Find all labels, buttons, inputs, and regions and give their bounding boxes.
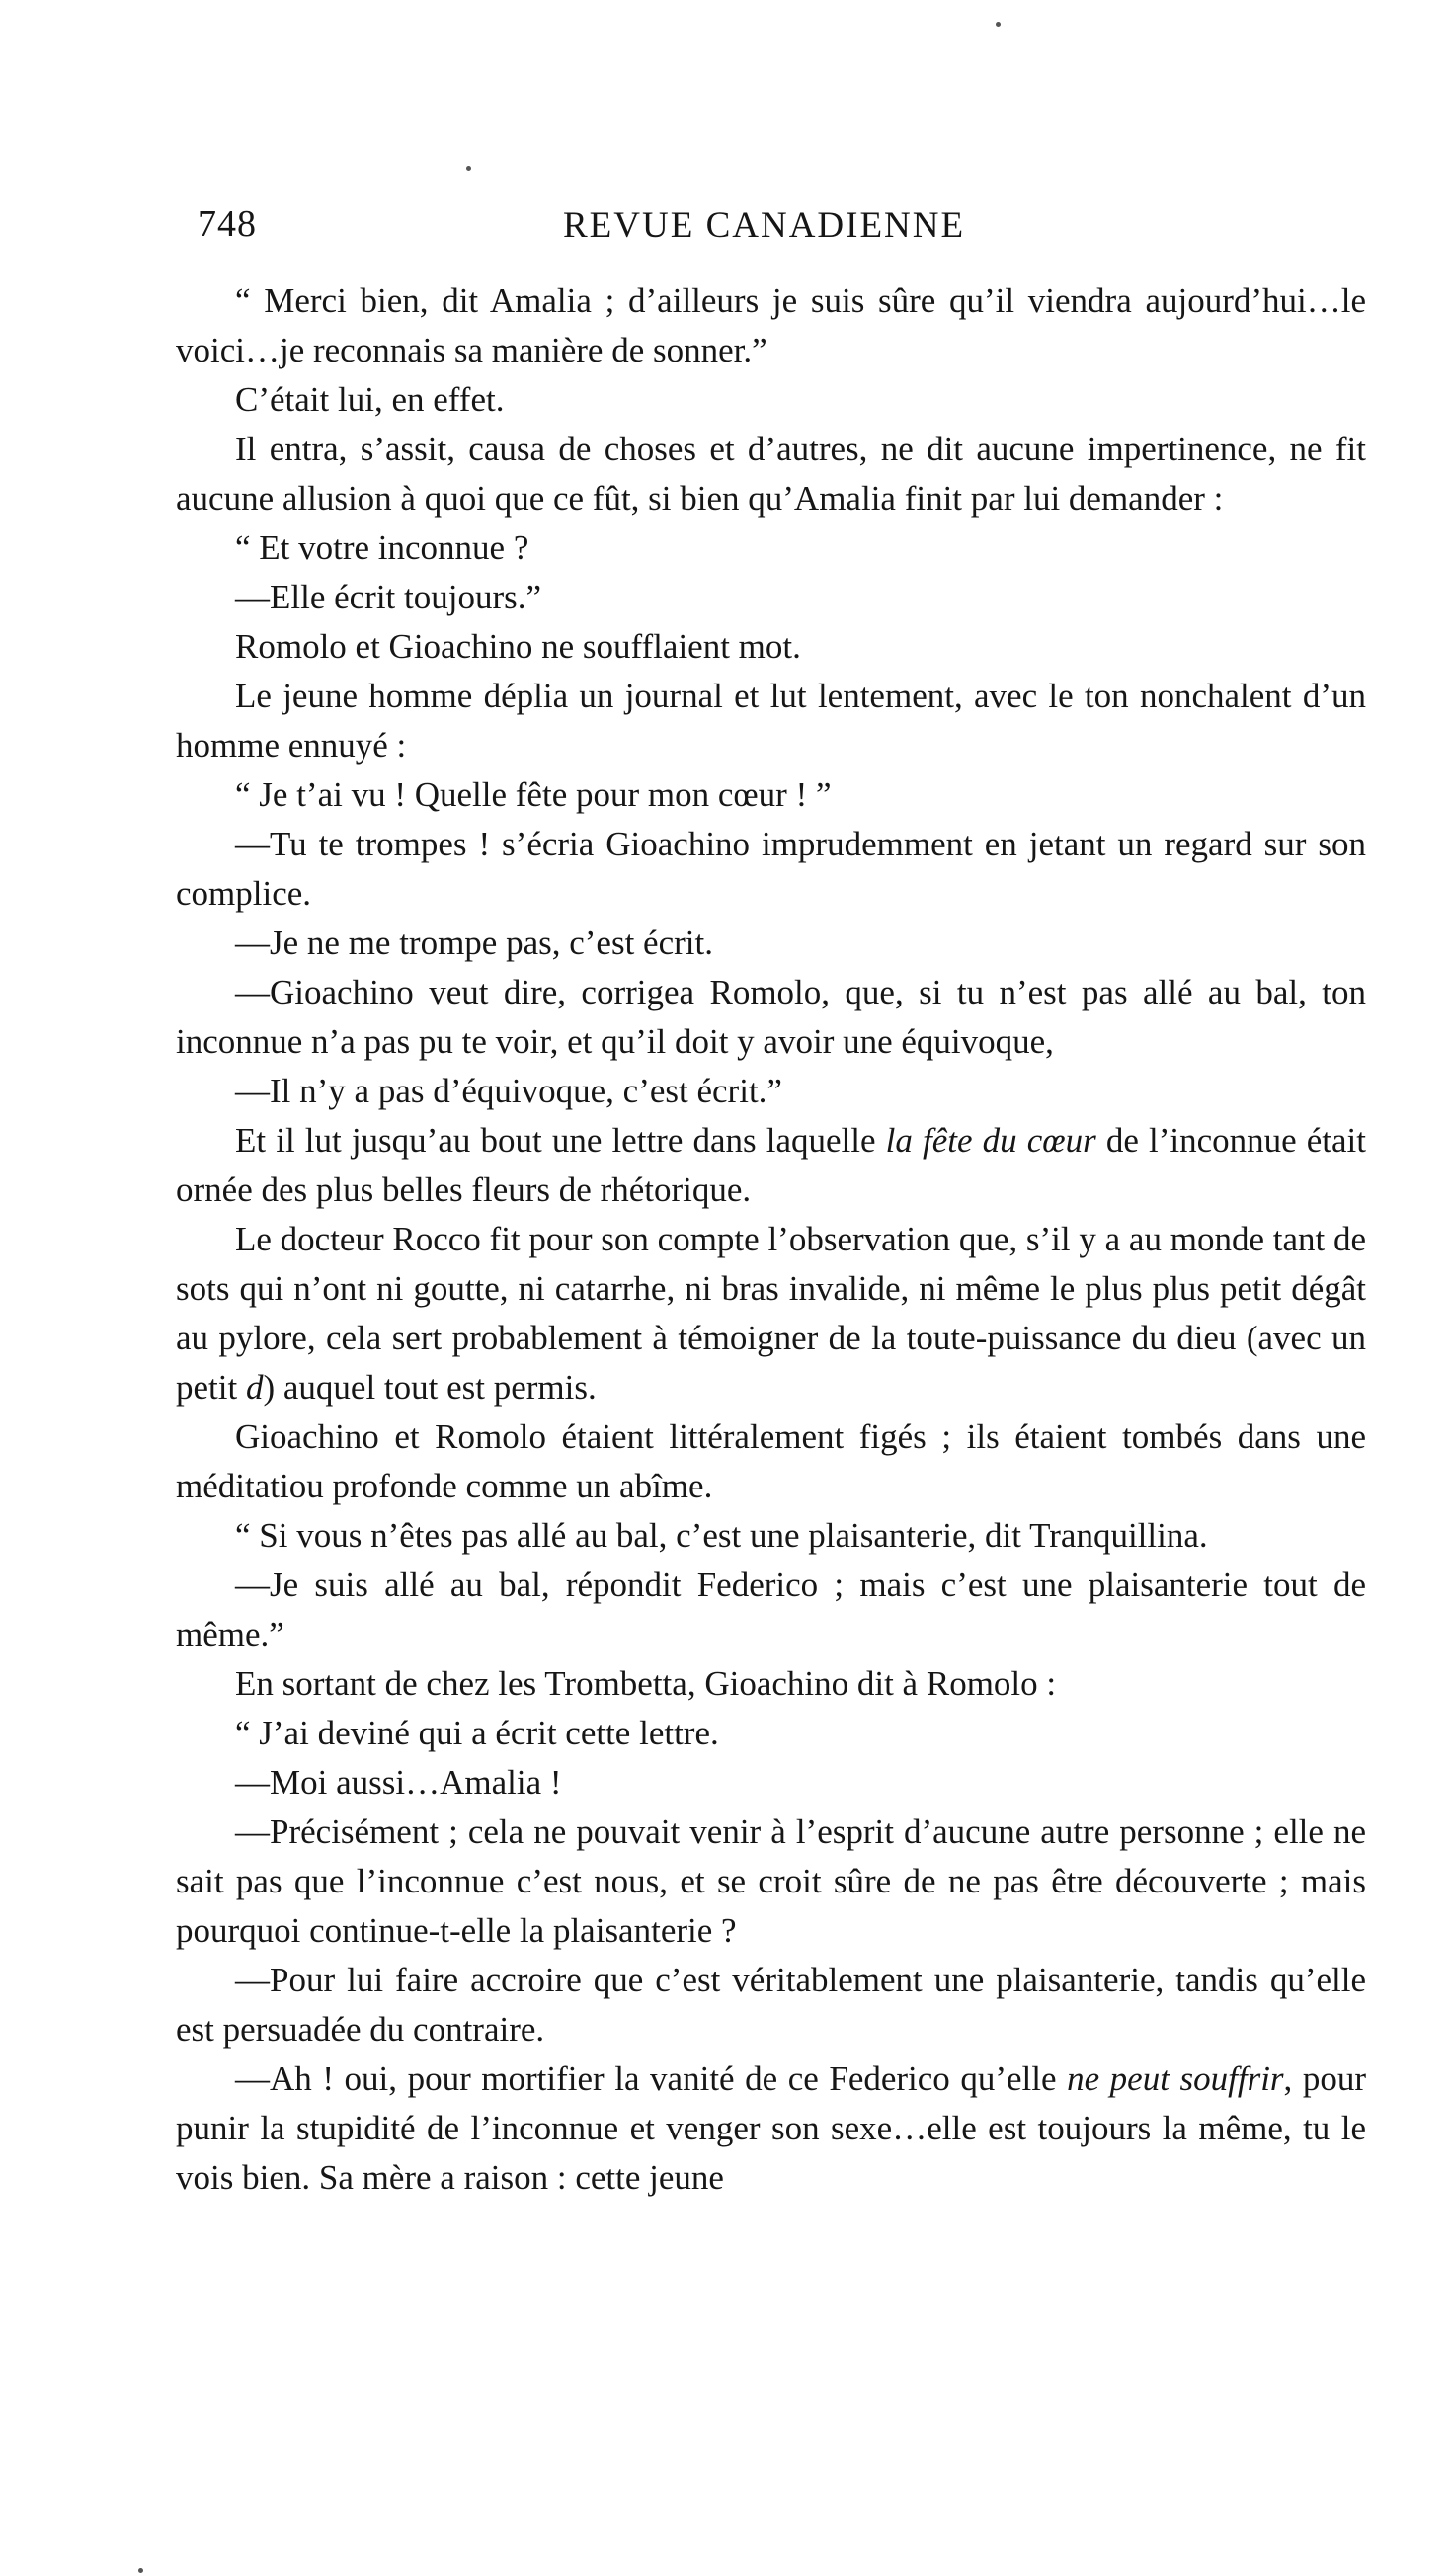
body-text (176, 277, 1366, 2203)
paragraph: C’était lui, en effet. (235, 380, 505, 419)
paper-speck (138, 2568, 143, 2573)
paragraph: —Moi aussi…Amalia ! (235, 1763, 562, 1802)
page-header (198, 202, 1363, 262)
italic-phrase: la fête du cœur (885, 1121, 1096, 1160)
paragraph-text: ) auquel tout est permis. (263, 1368, 597, 1407)
running-title: REVUE CANADIENNE (563, 205, 966, 246)
paragraph: —Je suis allé au bal, répondit Federico ; mais c’est une plaisanterie tout de même.” (176, 1566, 1366, 1653)
paragraph: —Elle écrit toujours.” (235, 578, 542, 616)
paragraph: “ Et votre inconnue ? (235, 528, 529, 567)
paragraph: —Tu te trompes ! s’écria Gioachino imprudemment en jetant un regard sur son complice. (176, 825, 1366, 913)
paper-speck (466, 166, 471, 171)
paragraph (176, 2054, 1366, 2203)
paragraph: “ J’ai deviné qui a écrit cette lettre. (235, 1714, 719, 1752)
paragraph-text: Le docteur Rocco fit pour son compte l’observation que, s’il y a au monde tant de sots qui n’ont ni goutte, ni catarrhe, ni bras invalide, ni même le plus plus petit dégât au pylore, cela sert probablement à témoigner de la toute-puissance du dieu (avec un petit (176, 1220, 1366, 1407)
paragraph: Il entra, s’assit, causa de choses et d’autres, ne dit aucune impertinence, ne fit aucune allusion à quoi que ce fût, si bien qu’Amalia finit par lui demander : (176, 430, 1366, 518)
italic-phrase: d (245, 1368, 264, 1407)
paragraph-text: , pour punir la stupidité de l’inconnue et venger son sexe…elle est toujours la même, tu le vois bien. Sa mère a raison : cette jeune (176, 2059, 1367, 2197)
paragraph: “ Merci bien, dit Amalia ; d’ailleurs je suis sûre qu’il viendra aujourd’hui…le voici…je reconnais sa manière de sonner.” (176, 282, 1366, 369)
paragraph: “ Si vous n’êtes pas allé au bal, c’est une plaisanterie, dit Tranquillina. (235, 1516, 1208, 1555)
paragraph: —Il n’y a pas d’équivoque, c’est écrit.” (235, 1072, 782, 1110)
paragraph: —Je ne me trompe pas, c’est écrit. (235, 924, 713, 962)
paragraph-text: Et il lut jusqu’au bout une lettre dans laquelle (235, 1121, 886, 1160)
paragraph: —Pour lui faire accroire que c’est véritablement une plaisanterie, tandis qu’elle est persuadée du contraire. (176, 1961, 1366, 2049)
paragraph-text: de l’inconnue était ornée des plus belles fleurs de rhétorique. (176, 1121, 1367, 1209)
paragraph: Romolo et Gioachino ne soufflaient mot. (235, 627, 801, 666)
paragraph-text: —Ah ! oui, pour mortifier la vanité de ce Federico qu’elle (235, 2059, 1068, 2098)
paragraph: —Précisément ; cela ne pouvait venir à l’esprit d’aucune autre personne ; elle ne sait pas que l’inconnue c’est nous, et se croit sûre de ne pas être découverte ; mais pourquoi continue-t-elle la plaisanterie ? (176, 1812, 1366, 1950)
paragraph: Gioachino et Romolo étaient littéralement figés ; ils étaient tombés dans une méditatiou profonde comme un abîme. (176, 1417, 1366, 1505)
page-number: 748 (198, 203, 257, 245)
paragraph (176, 1215, 1366, 1412)
paragraph: —Gioachino veut dire, corrigea Romolo, que, si tu n’est pas allé au bal, ton inconnue n’a pas pu te voir, et qu’il doit y avoir une équivoque, (176, 973, 1366, 1061)
paragraph (176, 1116, 1366, 1215)
paper-speck (996, 22, 1001, 27)
paragraph: “ Je t’ai vu ! Quelle fête pour mon cœur ! ” (235, 775, 832, 814)
paragraph: En sortant de chez les Trombetta, Gioachino dit à Romolo : (235, 1664, 1057, 1703)
paragraph: Le jeune homme déplia un journal et lut lentement, avec le ton nonchalent d’un homme ennuyé : (176, 677, 1366, 765)
italic-phrase: ne peut souffrir (1067, 2059, 1284, 2098)
